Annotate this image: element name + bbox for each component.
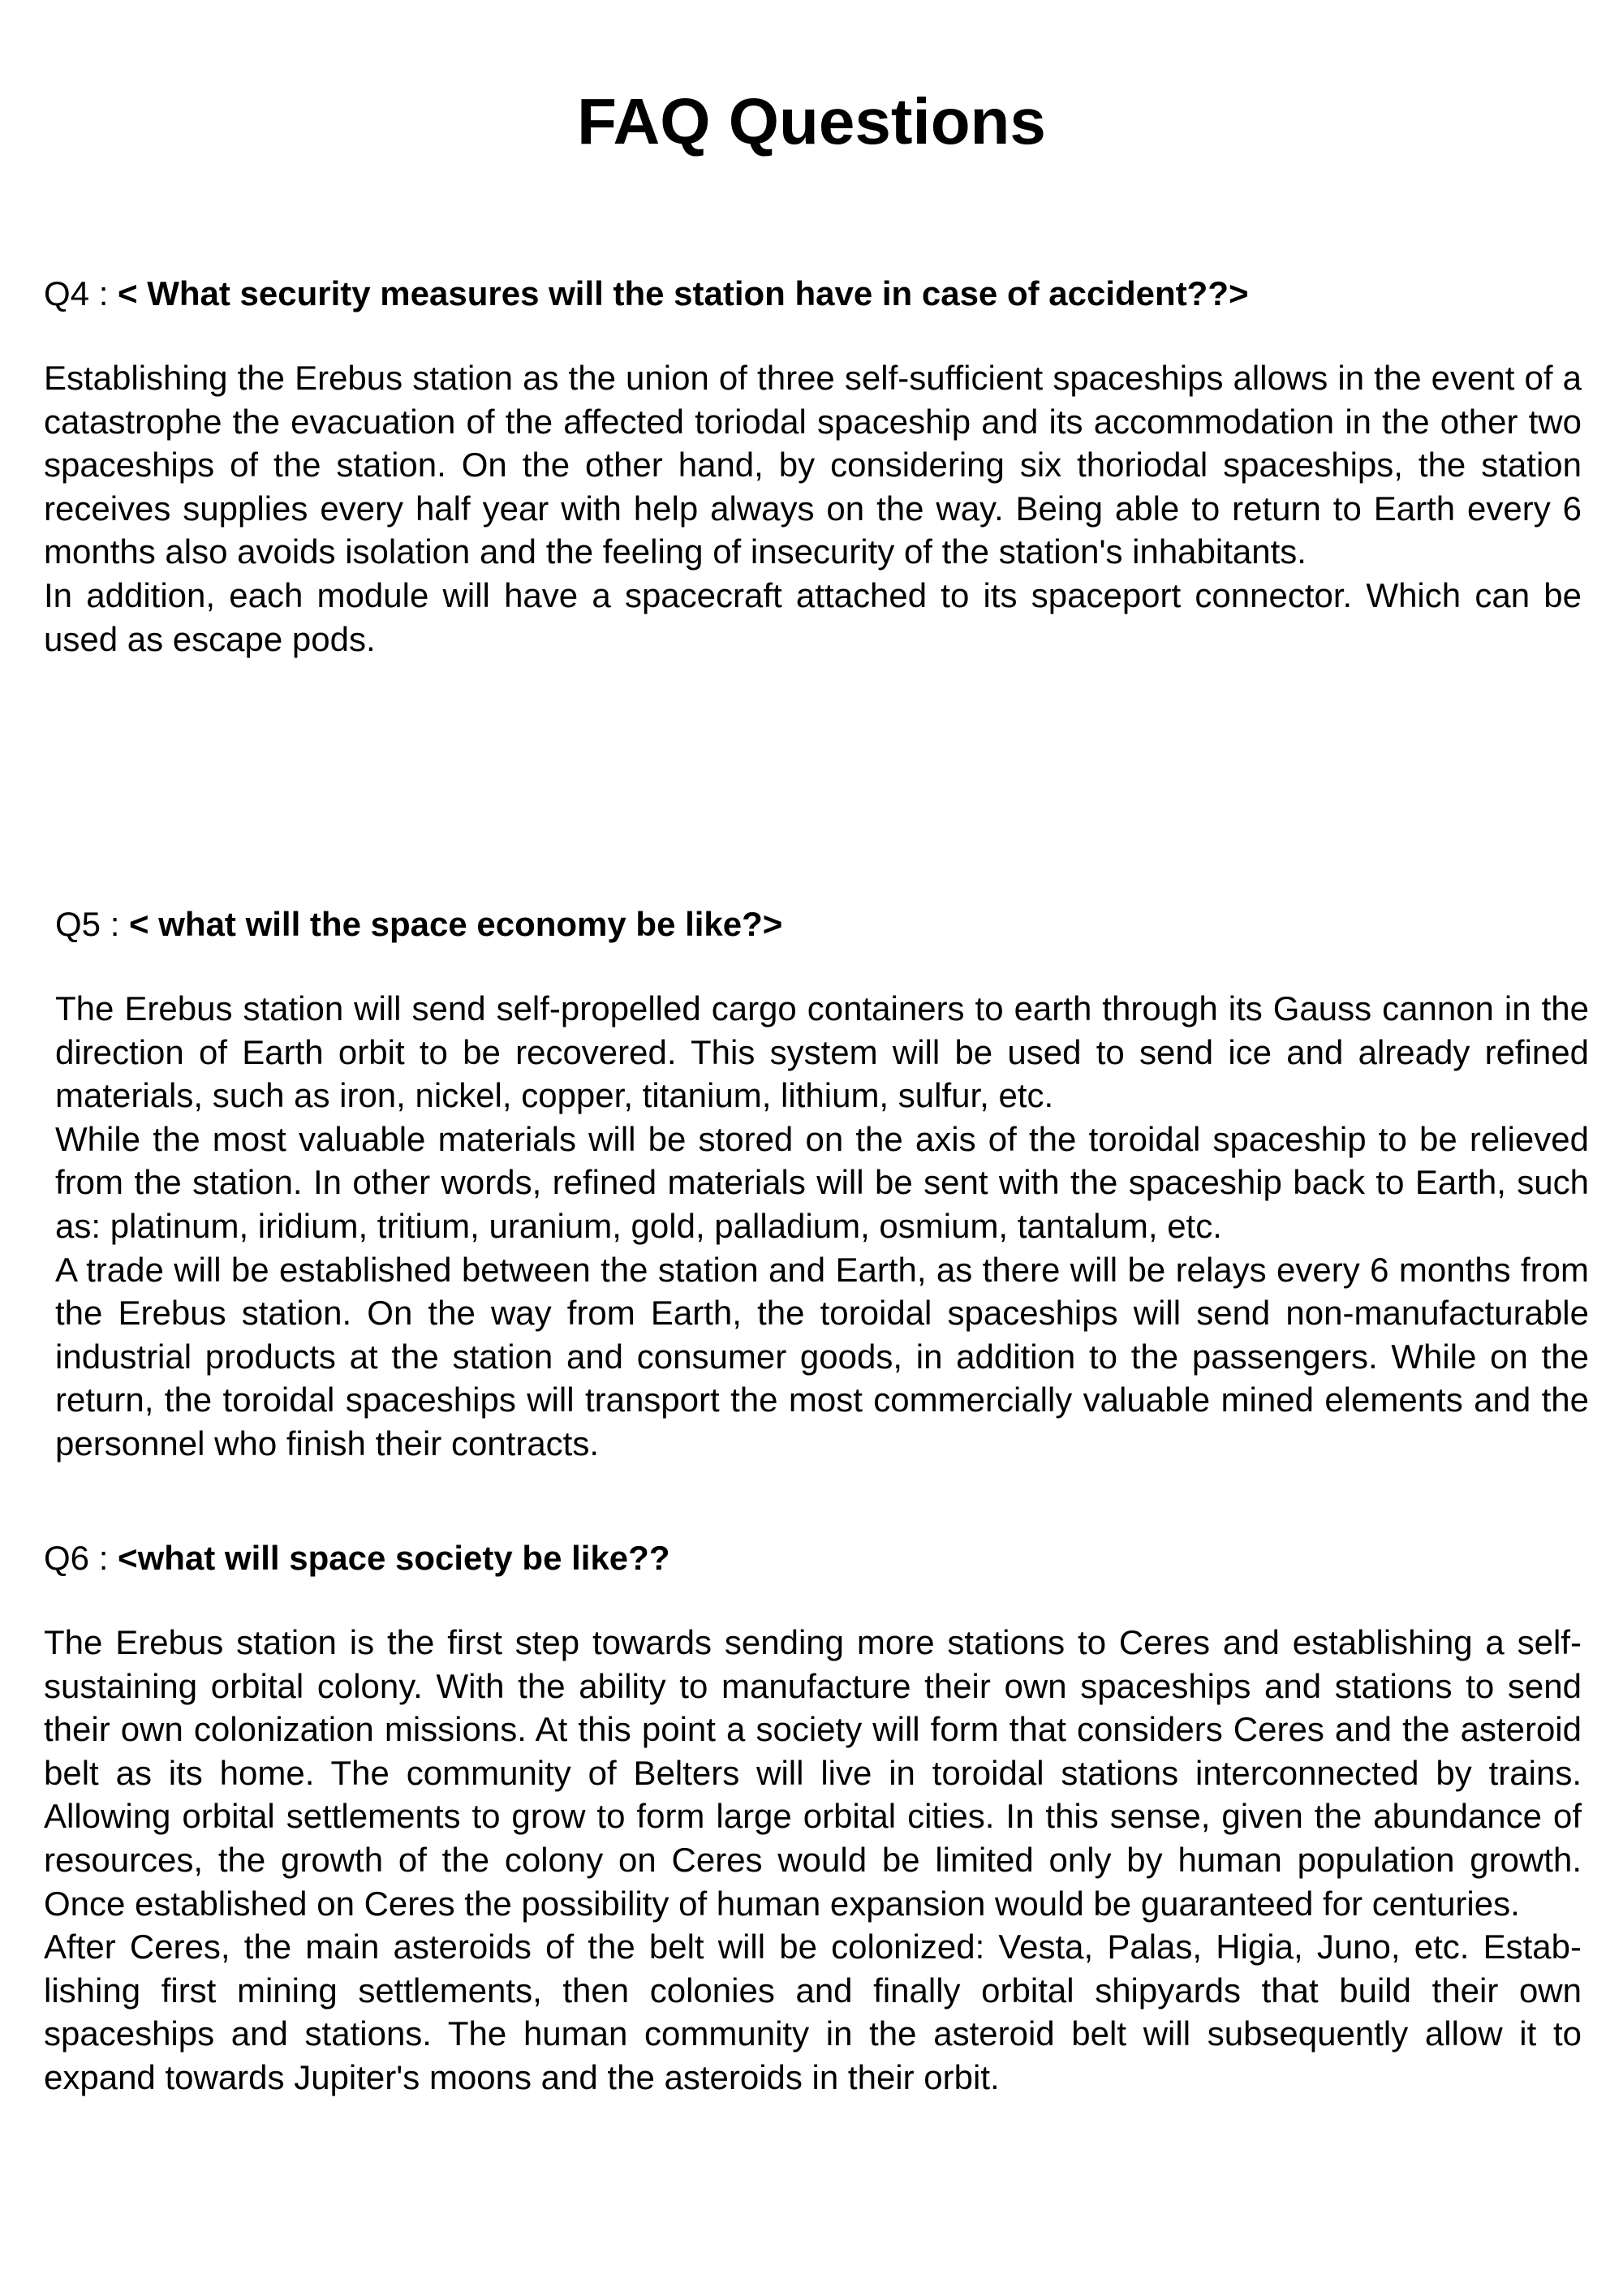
question-text: <what will space society be like?? bbox=[118, 1539, 670, 1577]
answer-paragraph: A trade will be established between the station and Earth, as there will be relays every 6 months from the Erebus station. On the way from Earth, the toroidal spaceships will send non-manufacturable industrial products at the station and consumer goods, in addition to the passengers. While on the return, the toroidal spaceships will transport the most commercially valuable mined elements and the personnel who finish their contracts. bbox=[55, 1250, 1589, 1462]
answer-paragraph: The Erebus station will send self-propelled cargo containers to earth through its Gauss cannon in the direction of Earth orbit to be recovered. This system will be used to send ice and already refined materials, such as iron, nickel, copper, titanium, lithium, sulfur, etc. bbox=[55, 989, 1589, 1115]
answer-paragraph: While the most valuable materials will be stored on the axis of the toroidal spaceship to be relieved from the station. In other words, refined materials will be sent with the spaceship back to Earth, such as: platinum, iridium, tritium, uranium, gold, palladium, osmium, tantalum, etc. bbox=[55, 1119, 1589, 1245]
answer-paragraph: The Erebus station is the first step towards sending more stations to Ceres and establishing a self-sustaining orbital colony. With the ability to manufacture their own spaceships and stations to send their own colonization missions. At this point a society will form that considers Ceres and the asteroid belt as its home. The community of Belters will live in toroidal stations interconnected by trains. Allowing orbital settlements to grow to form large orbital cities. In this sense, given the abundance of resources, the growth of the colony on Ceres would be limited only by human population growth. Once established on Ceres the possibility of human expansion would be guaranteed for centuries. bbox=[44, 1623, 1582, 1923]
faq-answer bbox=[44, 1621, 1582, 2100]
faq-item-q4 bbox=[44, 272, 1582, 661]
question-text: < what will the space economy be like?> bbox=[129, 905, 783, 943]
faq-answer bbox=[55, 987, 1589, 1466]
faq-question bbox=[55, 902, 1589, 946]
faq-item-q5 bbox=[55, 902, 1589, 1466]
answer-paragraph: In addition, each module will have a spacecraft attached to its spaceport connector. Which can be used as escape pods. bbox=[44, 575, 1582, 658]
question-number: Q4 : bbox=[44, 274, 118, 312]
faq-answer bbox=[44, 356, 1582, 661]
answer-paragraph: After Ceres, the main asteroids of the belt will be colonized: Vesta, Palas, Higia, Juno, etc. Establishing first mining settlements, then colonies and finally orbital shipyards that build their own spaceships and stations. The human community in the asteroid belt will subsequently allow it to expand towards Jupiter's moons and the asteroids in their orbit. bbox=[44, 1928, 1582, 2096]
question-number: Q5 : bbox=[55, 905, 130, 943]
faq-question bbox=[44, 272, 1582, 316]
faq-item-q6 bbox=[44, 1536, 1582, 2100]
faq-question bbox=[44, 1536, 1582, 1580]
question-text: < What security measures will the station have in case of accident??> bbox=[118, 274, 1249, 312]
page-title: FAQ Questions bbox=[577, 85, 1046, 157]
answer-paragraph: Establishing the Erebus station as the union of three self-sufficient spaceships allows in the event of a catastrophe the evacuation of the affected toriodal spaceship and its accommodation in the other two spaceships of the station. On the other hand, by considering six thoriodal spaceships, the station receives supplies every half year with help always on the way. Being able to return to Earth every 6 months also avoids isolation and the feeling of insecurity of the station's inhabitants. bbox=[44, 359, 1582, 571]
question-number: Q6 : bbox=[44, 1539, 118, 1577]
